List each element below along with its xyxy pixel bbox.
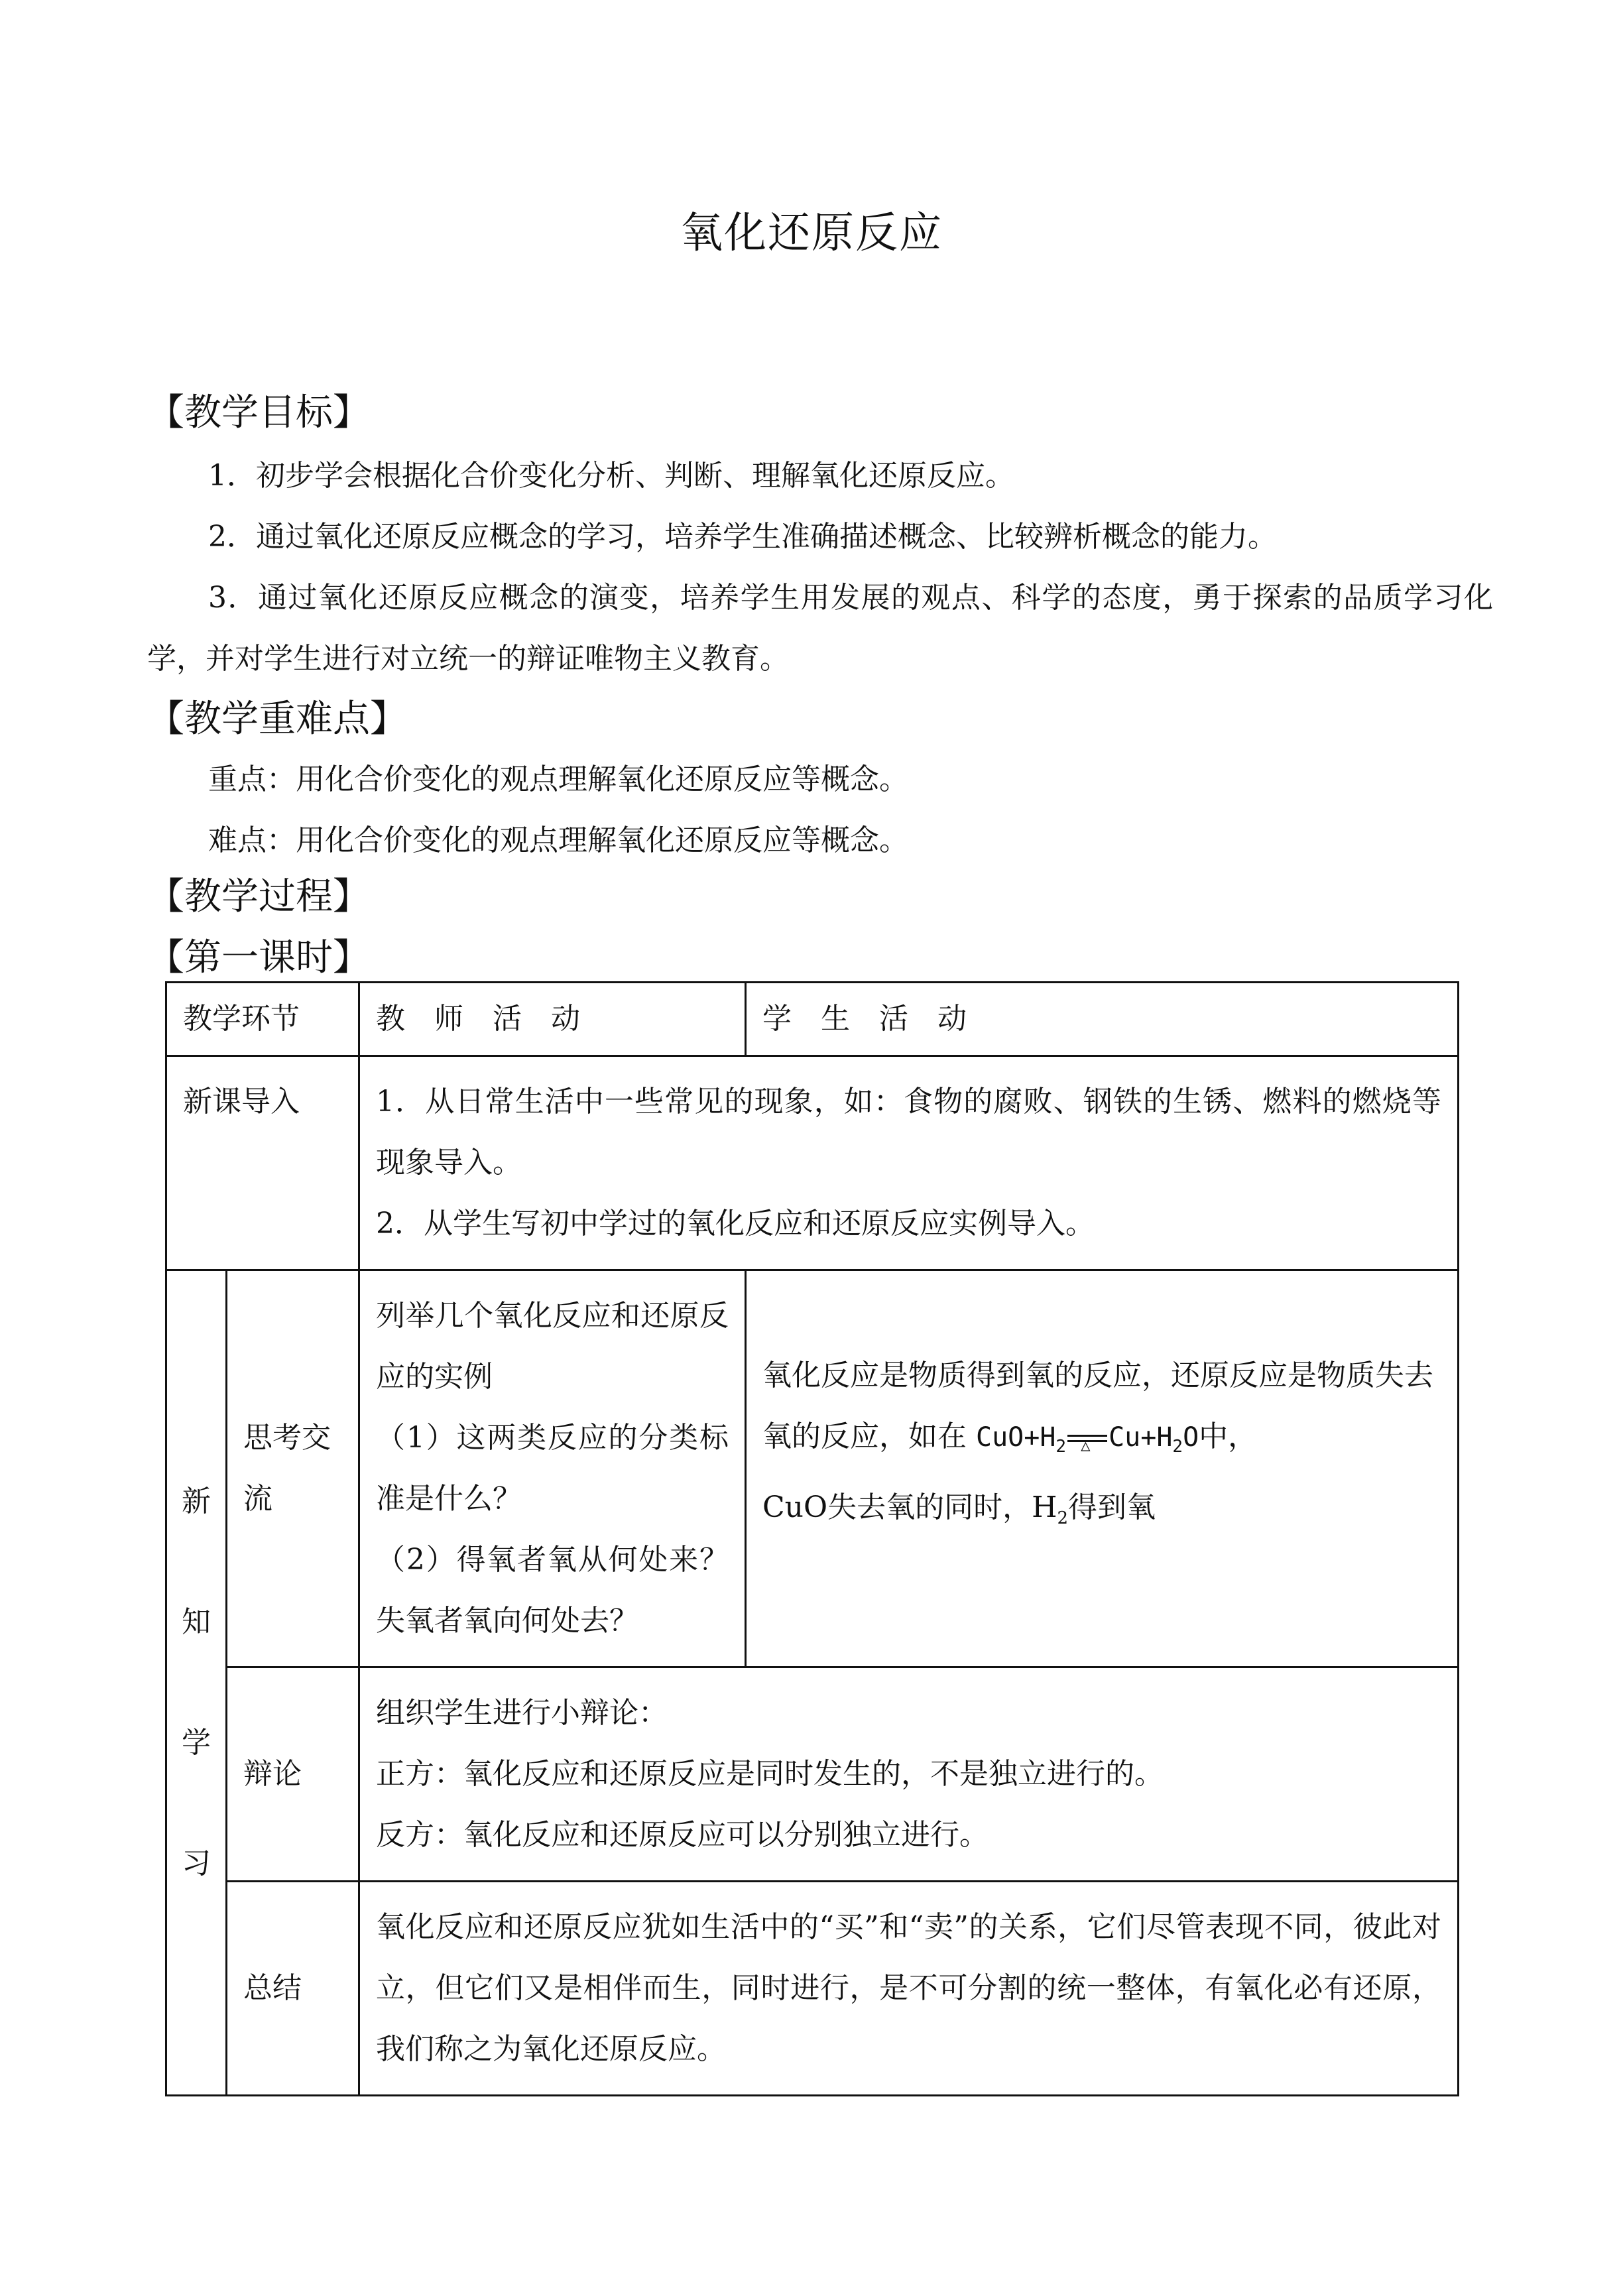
lesson-table [165, 981, 1459, 2096]
debate-label: 辩论 [227, 1667, 359, 1882]
new-learning-char-2: 知 [182, 1605, 211, 1639]
lesson-heading: 【第一课时】 [147, 936, 370, 979]
eq-right-sub: 2 [1172, 1437, 1183, 1457]
new-learning-char-4: 习 [182, 1846, 211, 1880]
table-row-think [166, 1270, 1459, 1667]
table-row-intro [166, 1056, 1459, 1270]
think-teacher-p3: （2）得氧者氧从何处来？失氧者氧向何处去？ [376, 1543, 729, 1638]
think-teacher-p2: （1）这两类反应的分类标准是什么？ [376, 1421, 729, 1516]
keypoint-text: 重点：用化合价变化的观点理解氧化还原反应等概念。 [208, 762, 908, 796]
table-header-row [166, 983, 1459, 1056]
objective-item-3: 3．通过氧化还原反应概念的演变，培养学生用发展的观点、科学的态度，勇于探索的品质学习化学，并对学生进行对立统一的辩证唯物主义教育。 [147, 581, 1493, 676]
keypoints-heading: 【教学重难点】 [147, 697, 407, 741]
table-row-debate [166, 1667, 1459, 1882]
student-text-2: 中， [1199, 1420, 1258, 1453]
objectives-heading: 【教学目标】 [147, 391, 370, 434]
table-row-summary [166, 1882, 1459, 2096]
new-learning-char-3: 学 [182, 1726, 211, 1760]
think-student [746, 1270, 1459, 1667]
think-teacher-p1: 列举几个氧化反应和还原反应的实例 [376, 1299, 729, 1394]
intro-line-2: 2．从学生写初中学过的氧化反应和还原反应实例导入。 [376, 1207, 1095, 1240]
student-text-3: CuO失去氧的同时，H [762, 1490, 1057, 1524]
page-title: 氧化还原反应 [680, 209, 943, 258]
debate-line-2: 正方：氧化反应和还原反应是同时发生的，不是独立进行的。 [376, 1757, 1164, 1791]
keypoints-list [147, 749, 1493, 871]
equals-sign-icon [1066, 1432, 1109, 1455]
objectives-list [147, 446, 1493, 690]
debate-line-1: 组织学生进行小辩论： [376, 1696, 668, 1730]
think-label: 思考交流 [227, 1270, 359, 1667]
heat-symbol: △ [1081, 1436, 1091, 1455]
header-teacher: 教 师 活 动 [359, 983, 746, 1056]
intro-line-1: 1．从日常生活中一些常见的现象，如：食物的腐败、钢铁的生锈、燃料的燃烧等现象导入。 [376, 1085, 1441, 1179]
objective-item-1: 1．初步学会根据化合价变化分析、判断、理解氧化还原反应。 [208, 459, 1014, 493]
eq-left: CuO+H [976, 1422, 1056, 1453]
student-text-4: 得到氧 [1068, 1490, 1156, 1524]
debate-line-3: 反方：氧化反应和还原反应可以分别独立进行。 [376, 1818, 989, 1852]
eq-right: Cu+H [1109, 1422, 1173, 1453]
process-heading: 【教学过程】 [147, 875, 370, 918]
difficulty-text: 难点：用化合价变化的观点理解氧化还原反应等概念。 [208, 823, 908, 857]
student-text-3-sub: 2 [1057, 1508, 1068, 1528]
objective-item-2: 2．通过氧化还原反应概念的学习，培养学生准确描述概念、比较辨析概念的能力。 [208, 520, 1277, 554]
intro-content [359, 1056, 1459, 1270]
think-teacher [359, 1270, 746, 1667]
chemical-equation [976, 1422, 1199, 1457]
debate-content [359, 1667, 1459, 1882]
eq-left-sub: 2 [1055, 1437, 1067, 1457]
new-learning-char-1: 新 [182, 1484, 211, 1518]
eq-right-end: O [1183, 1422, 1199, 1453]
new-learning-label [166, 1270, 227, 2096]
header-stage: 教学环节 [166, 983, 359, 1056]
student-text-1: 氧化反应是物质得到氧的反应，还原反应是物质失去氧的反应，如在 [762, 1359, 1433, 1453]
summary-content: 氧化反应和还原反应犹如生活中的“买”和“卖”的关系，它们尽管表现不同，彼此对立，但它们又是相伴而生，同时进行，是不可分割的统一整体，有氧化必有还原，我们称之为氧化还原反应。 [359, 1882, 1459, 2096]
intro-label: 新课导入 [166, 1056, 359, 1270]
header-student: 学 生 活 动 [746, 983, 1459, 1056]
summary-label: 总结 [227, 1882, 359, 2096]
